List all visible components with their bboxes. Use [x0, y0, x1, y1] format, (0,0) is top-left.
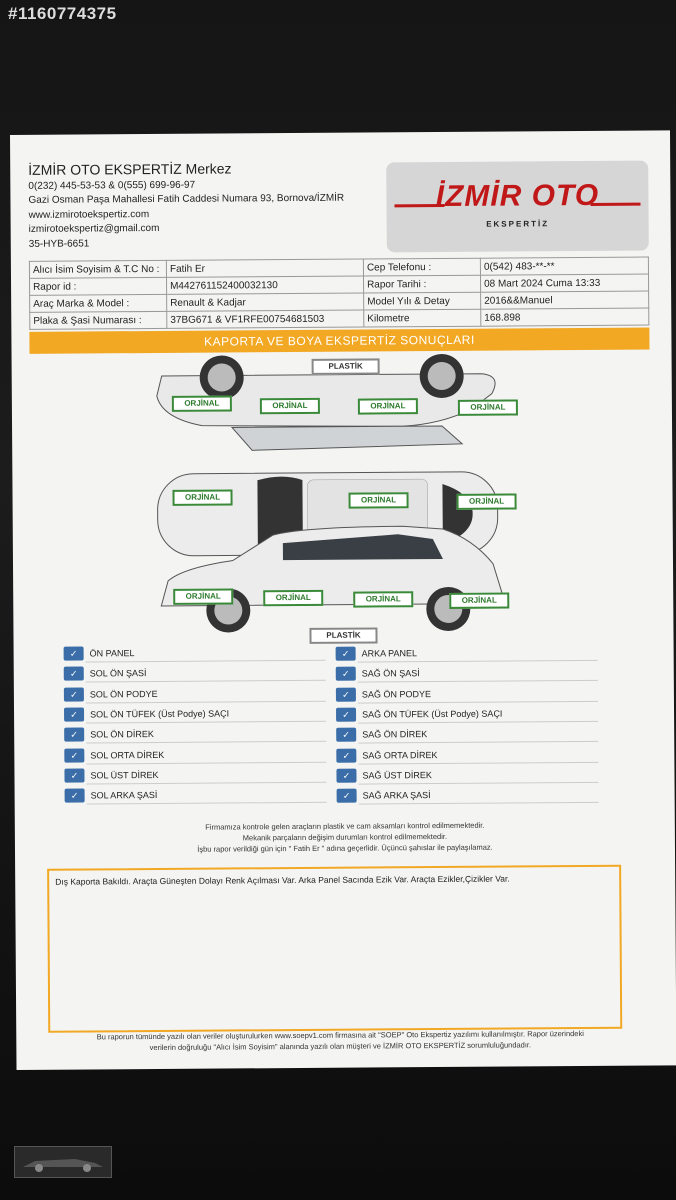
note-line: İşbu rapor verildiği gün için " Fatih Er " adına geçerlidir. Üçüncü şahıslar ile paylaşılamaz. — [197, 842, 493, 854]
tag-orjinal: ORJİNAL — [458, 399, 518, 415]
checkmark-icon: ✓ — [336, 768, 356, 782]
checklist-label: SOL ÜST DİREK — [90, 769, 159, 781]
info-label: Plaka & Şasi Numarası : — [30, 311, 167, 329]
checkmark-icon: ✓ — [64, 748, 84, 762]
checklist-label: SAĞ ÖN DİREK — [362, 729, 428, 740]
photo-id: #1160774375 — [8, 4, 117, 23]
info-value: M442761152400032130 — [166, 276, 363, 294]
info-value: 168.898 — [481, 308, 649, 326]
checkmark-icon: ✓ — [65, 789, 85, 803]
company-address: Gazi Osman Paşa Mahallesi Fatih Caddesi Numara 93, Bornova/İZMİR — [28, 192, 345, 206]
company-name: İZMİR OTO EKSPERTİZ Merkez — [28, 160, 232, 178]
checklist-label: SAĞ ÖN PODYE — [361, 688, 431, 700]
checkmark-icon: ✓ — [64, 707, 84, 721]
tag-orjinal: ORJİNAL — [263, 590, 323, 606]
company-email: izmirotoekspertiz@gmail.com — [28, 222, 160, 235]
report-notes — [65, 819, 625, 856]
company-website: www.izmirotoekspertiz.com — [28, 208, 150, 221]
checklist-label: SAĞ ARKA ŞASİ — [362, 790, 431, 801]
tag-orjinal: ORJİNAL — [349, 492, 409, 508]
report-footer — [30, 1028, 650, 1054]
info-label: Model Yılı & Detay — [364, 292, 481, 310]
checklist-label: SOL ÖN DİREK — [90, 729, 154, 740]
checklist-label: SAĞ ÖN TÜFEK (Üst Podye) SAÇI — [362, 708, 503, 720]
tag-orjinal: ORJİNAL — [358, 398, 418, 414]
checklist-label: SAĞ ORTA DİREK — [362, 749, 438, 761]
checkmark-icon: ✓ — [336, 667, 356, 681]
company-header — [28, 161, 344, 252]
checklist-label: SOL ÖN ŞASİ — [89, 668, 147, 679]
remarks-box — [47, 865, 622, 1033]
results-banner: KAPORTA VE BOYA EKSPERTİZ SONUÇLARI — [29, 328, 649, 354]
tag-orjinal: ORJİNAL — [353, 591, 413, 607]
checklist-label: SAĞ ÜST DİREK — [362, 769, 432, 781]
info-value: Fatih Er — [166, 259, 363, 277]
checklist-label: SOL ARKA ŞASİ — [90, 790, 158, 801]
company-phone: 0(232) 445-53-53 & 0(555) 699-96-97 — [28, 179, 196, 192]
info-value: 2016&&Manuel — [481, 291, 649, 309]
tag-orjinal: ORJİNAL — [173, 588, 233, 604]
checklist-label: SOL ÖN PODYE — [89, 688, 158, 700]
checklist-label: ÖN PANEL — [89, 648, 135, 659]
info-label: Rapor id : — [30, 277, 167, 295]
tag-plastik-bottom: PLASTİK — [309, 627, 377, 643]
tag-orjinal: ORJİNAL — [457, 493, 517, 509]
info-value: 08 Mart 2024 Cuma 13:33 — [480, 274, 648, 292]
info-label: Kilometre — [364, 309, 481, 327]
company-code: 35-HYB-6651 — [28, 237, 90, 250]
checkmark-icon: ✓ — [64, 687, 84, 701]
checklist-label: ARKA PANEL — [361, 648, 418, 659]
info-value: 37BG671 & VF1RFE00754681503 — [167, 310, 364, 328]
note-line: Firmamıza kontrole gelen araçların plastik ve cam aksamları kontrol edilmemektedir. — [205, 820, 485, 832]
checklist-label: SAĞ ÖN ŞASİ — [361, 668, 420, 679]
checkmark-icon: ✓ — [336, 728, 356, 742]
logo-title: İZMİR OTO — [435, 178, 600, 214]
logo-subtitle: EKSPERTİZ — [486, 219, 550, 229]
vehicle-info-table — [29, 257, 649, 330]
info-row — [30, 308, 649, 329]
tag-orjinal: ORJİNAL — [449, 593, 509, 609]
info-label: Rapor Tarihi : — [363, 275, 480, 293]
checkmark-icon: ✓ — [64, 646, 84, 660]
tag-orjinal: ORJİNAL — [172, 489, 232, 505]
checkmark-icon: ✓ — [64, 728, 84, 742]
checklist-label: SOL ÖN TÜFEK (Üst Podye) SAÇI — [90, 708, 230, 720]
tag-orjinal: ORJİNAL — [260, 398, 320, 414]
car-thumbnail-image — [14, 1146, 112, 1178]
tag-orjinal: ORJİNAL — [172, 395, 232, 411]
checkmark-icon: ✓ — [336, 647, 356, 661]
checkmark-icon: ✓ — [336, 748, 356, 762]
checkmark-icon: ✓ — [336, 707, 356, 721]
checklist-label: SOL ORTA DİREK — [90, 749, 165, 760]
checkmark-icon: ✓ — [64, 667, 84, 681]
info-value: Renault & Kadjar — [167, 293, 364, 311]
expertise-report-document — [10, 130, 676, 1070]
checkmark-icon: ✓ — [337, 789, 357, 803]
info-label: Cep Telefonu : — [363, 258, 480, 276]
checkmark-icon: ✓ — [336, 687, 356, 701]
company-logo — [386, 161, 649, 253]
checkmark-icon: ✓ — [64, 768, 84, 782]
remarks-text: Dış Kaporta Bakıldı. Araçta Güneşten Dolayı Renk Açılması Var. Arka Panel Sacında Ezik Var. Araçta Ezikler,Çizikler Var. — [55, 873, 510, 887]
info-label: Araç Marka & Model : — [30, 294, 167, 312]
tag-plastik-top: PLASTİK — [312, 358, 380, 374]
info-value: 0(542) 483-**-** — [480, 257, 648, 275]
info-label: Alıcı İsim Soyisim & T.C No : — [29, 260, 166, 278]
footer-line: Bu raporun tümünde yazılı olan veriler oluşturulurken www.soepv1.com firmasına ait "SOEP" Oto Ekspertiz yazılımı kullanılmıştır. Rapor üzerindeki — [96, 1029, 584, 1042]
footer-line: verilerin doğruluğu "Alıcı İsim Soyisim" alanında yazılı olan müşteri ve İZMİR OTO EKSPERTİZ sorumluluğundadır. — [149, 1040, 532, 1053]
note-line: Mekanik parçaların değişim durumları kontrol edilmemektedir. — [242, 831, 448, 843]
